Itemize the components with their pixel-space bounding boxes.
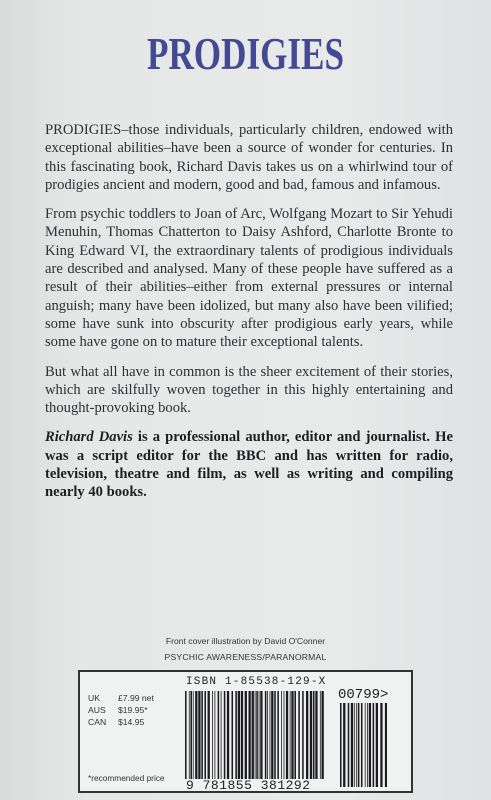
barcode-bar [320,691,321,779]
barcode-bar [267,691,268,779]
barcode-bar [369,703,371,787]
barcode-bar [221,691,222,779]
barcode-bar [271,691,273,779]
barcode-bar [322,691,324,779]
barcode-bar [241,691,243,779]
barcode-bar [356,703,357,787]
barcode-bar [361,703,363,787]
barcode-bar [343,703,345,787]
price-addon-barcode [339,703,387,787]
barcode-bar [298,691,300,779]
barcode-bar [373,703,375,787]
barcode-bar [367,703,368,787]
blurb-paragraph-2: From psychic toddlers to Joan of Arc, Wolfgang Mozart to Sir Yehudi Menuhin, Thomas Chatterton to Daisy Ashford, Charlotte Bronte to King Edward VI, the extraordinary talents of prodigious individuals are described and analysed. Many of these people have suffered as a result of their abilities–either from external pressures or internal anguish; many have been idolized, but many also have been vilified; some have sunk into obscurity after prodigious early years, while some have gone on to mature their exceptional talents. [45,206,453,351]
ean-barcode [184,691,324,779]
recommended-price-note: *recommended price [88,773,165,783]
price-row-uk [88,692,188,704]
barcode-bar [190,691,192,779]
country-label: AUS [88,705,106,715]
barcode-bar [265,691,267,779]
barcode-bar [313,691,315,779]
author-bio-text: is a professional author, editor and journalist. He was a script editor for the BBC and has written for radio, television, theatre and film, as well as writing and compiling nearly 40 books. [45,429,453,501]
blurb-paragraph-1: PRODIGIES–those individuals, particularly children, endowed with exceptional abilities–have been a source of wonder for centuries. In this fascinating book, Richard Davis takes us on a whirlwind tour of prodigies ancient and modern, good and bad, famous and infamous. [45,122,453,193]
barcode-bar [249,691,251,779]
barcode-bar [286,691,288,779]
barcode-bar [291,691,293,779]
blurb [45,121,453,513]
barcode-panel [78,670,413,793]
barcode-bar [385,703,387,787]
price-code: 00799> [338,687,389,703]
barcode-bar [259,691,260,779]
barcode-bar [354,703,355,787]
barcode-bar [358,703,360,787]
barcode-bar [255,691,256,779]
price-value: $14.95 [118,717,145,727]
barcode-bar [348,703,350,787]
book-title: PRODIGIES [147,29,344,79]
blurb-paragraph-3: But what all have in common is the sheer excitement of their stories, which are skilfully woven together in this highly entertaining and thought-provoking book. [45,363,453,417]
country-label: UK [88,693,100,703]
barcode-bar [340,703,342,787]
barcode-bar [195,691,197,779]
barcode-bar [365,703,366,787]
barcode-bar [270,691,271,779]
barcode-bar [376,703,378,787]
author-name: Richard Davis [45,429,133,446]
price-row-can [88,716,188,728]
barcode-bar [252,691,254,779]
barcode-bar [204,691,206,779]
barcode-bar [238,691,240,779]
barcode-bar [235,691,237,779]
price-value: £7.99 net [118,693,154,703]
barcode-bar [281,691,282,779]
barcode-bar [351,703,353,787]
barcode-bar [380,703,382,787]
barcode-bar [277,691,279,779]
barcode-bar [189,691,190,779]
barcode-bar [208,691,210,779]
barcode-bar [256,691,258,779]
barcode-bar [212,691,213,779]
barcode-bar [245,691,247,779]
barcode-bar [290,691,291,779]
barcode-bar [302,691,304,779]
barcode-bar [274,691,276,779]
barcode-bar [232,691,234,779]
barcode-bar [284,691,285,779]
barcode-bar [227,691,229,779]
cover-illustration-credit: Front cover illustration by David O'Conner [165,636,326,646]
barcode-bar [224,691,226,779]
barcode-bar [198,691,200,779]
price-value: $19.95* [118,705,148,715]
barcode-bar [260,691,262,779]
barcode-bar [218,691,220,779]
barcode-bar [193,691,194,779]
barcode-bar [310,691,312,779]
price-list [88,692,188,728]
barcode-bar [306,691,308,779]
barcode-bar [294,691,296,779]
barcode-bar [215,691,216,779]
ean-number: 9 781855 381292 [186,778,311,793]
country-label: CAN [88,717,107,727]
price-row-aus [88,704,188,716]
isbn-label: ISBN 1-85538-129-X [186,676,327,688]
subject-category: PSYCHIC AWARENESS/PARANORMAL [164,652,327,662]
barcode-bar [315,691,317,779]
author-bio [45,428,453,501]
barcode-bar [201,691,203,779]
barcode-bar [185,691,187,779]
